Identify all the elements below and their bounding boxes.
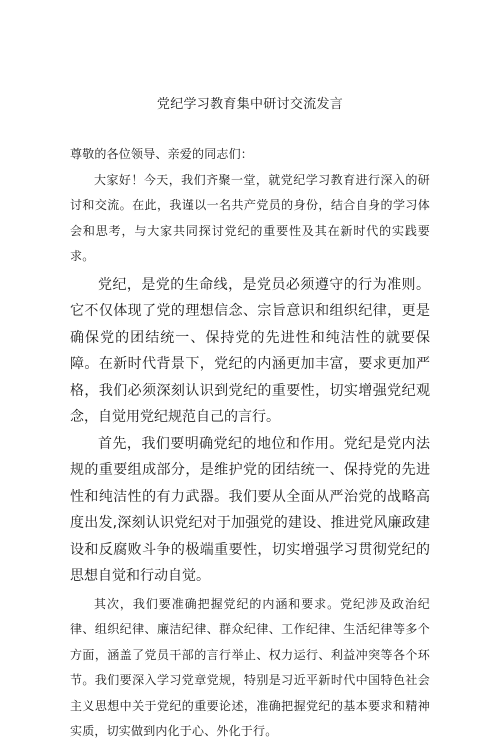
paragraph-party-discipline: 党纪，是党的生命线，是党员必须遵守的行为准则。它不仅体现了党的理想信念、宗旨意识和组织纪律，更是确保党的团结统一、保持党的先进性和纯洁性的就要保障。在新时代背景下，党纪的内涵更加丰富，要求更加严格，我们必须深刻认识到党纪的重要性，切实增强党纪观念，自觉用党纪规范自己的言行。 <box>70 276 430 425</box>
document-title: 党纪学习教育集中研讨交流发言 <box>156 97 344 112</box>
paragraph-opening: 大家好！今天，我们齐聚一堂，就党纪学习教育进行深入的研讨和交流。在此，我谨以一名共产党员的身份，结合自身的学习体会和思考，与大家共同探讨党纪的重要性及其在新时代的实践要求。 <box>70 172 430 263</box>
paragraph-first-point: 首先，我们要明确党纪的地位和作用。党纪是党内法规的重要组成部分，是维护党的团结统一、保持党的先进性和纯洁性的有力武器。我们要从全面从严治党的战略高度出发,深刻认识党纪对于加强党的建设、推进党风廉政建设和反腐败斗争的极端重要性，切实增强学习贯彻党纪的思想自觉和行动自觉。 <box>70 435 430 584</box>
greeting-line: 尊敬的各位领导、亲爱的同志们： <box>70 147 254 161</box>
paragraph-second-point: 其次，我们要准确把握党纪的内涵和要求。党纪涉及政治纪律、组织纪律、廉洁纪律、群众纪律、工作纪律、生活纪律等多个方面，涵盖了党员干部的言行举止、权力运行、利益冲突等各个环节。我们要深入学习党章党规，特别是习近平新时代中国特色社会主义思想中关于党纪的重要论述，准确把握党纪的基本要求和精神实质，切实做到内化于心、外化于行。 <box>70 596 430 738</box>
